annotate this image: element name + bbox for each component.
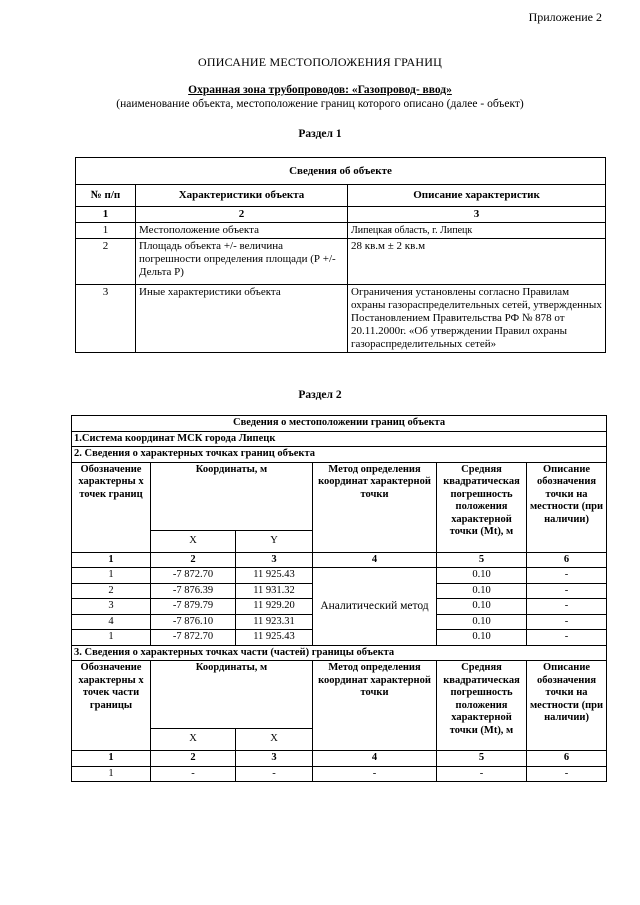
- colnum: 4: [313, 552, 437, 568]
- point-y: 11 923.31: [236, 614, 313, 630]
- point-x: -7 872.70: [151, 630, 236, 646]
- point-mt: 0.10: [437, 599, 527, 615]
- table1-header-char: Характеристики объекта: [136, 185, 348, 207]
- table1-colnum: 3: [348, 207, 606, 223]
- header3-x: X: [151, 729, 236, 751]
- part-point-x: -: [151, 766, 236, 782]
- part-point-desc: -: [527, 766, 607, 782]
- object-label: Охранная зона трубопроводов:: [188, 84, 349, 96]
- point-number: 4: [72, 614, 151, 630]
- point-y: 11 929.20: [236, 599, 313, 615]
- colnum: 6: [527, 552, 607, 568]
- point-desc: -: [527, 568, 607, 584]
- point-x: -7 872.70: [151, 568, 236, 584]
- point-mt: 0.10: [437, 614, 527, 630]
- section2-title: Раздел 2: [298, 389, 342, 401]
- document-title: ОПИСАНИЕ МЕСТОПОЛОЖЕНИЯ ГРАНИЦ: [198, 55, 442, 69]
- point-x: -7 876.10: [151, 614, 236, 630]
- object-info-table: [75, 157, 606, 353]
- colnum: 2: [151, 552, 236, 568]
- table1-row-name: Иные характеристики объекта: [136, 285, 348, 353]
- point-number: 2: [72, 583, 151, 599]
- point-number: 1: [72, 630, 151, 646]
- table1-row-desc: Ограничения установлены согласно Правилам охраны газораспределительных сетей, утвержденных Постановлением Правительства РФ № 878 от 20.11.2000г. «Об утверждении Правил охраны газораспределительных сетей»: [348, 285, 606, 353]
- colnum: 2: [151, 751, 236, 767]
- header-method: Метод определения координат характерной точки: [313, 462, 437, 552]
- part-point-method: -: [313, 766, 437, 782]
- header-error: Средняя квадратическая погрешность положения характерной точки (Mt), м: [437, 462, 527, 552]
- header-y: Y: [236, 530, 313, 552]
- point-x: -7 876.39: [151, 583, 236, 599]
- header-designation: Обозначение характерны х точек границ: [72, 462, 151, 552]
- table1-header-num: № п/п: [76, 185, 136, 207]
- header3-coords: Координаты, м: [151, 661, 313, 729]
- header-coords: Координаты, м: [151, 462, 313, 530]
- table1-row-desc: 28 кв.м ± 2 кв.м: [348, 239, 606, 285]
- colnum: 6: [527, 751, 607, 767]
- table1-row-num: 3: [76, 285, 136, 353]
- table1-colnum: 1: [76, 207, 136, 223]
- table1-row-name: Площадь объекта +/- величина погрешности определения площади (Р +/- Дельта Р): [136, 239, 348, 285]
- header3-designation: Обозначение характерны х точек части границы: [72, 661, 151, 751]
- part-point-y: -: [236, 766, 313, 782]
- point-x: -7 879.79: [151, 599, 236, 615]
- boundary-table: [71, 415, 607, 782]
- colnum: 3: [236, 552, 313, 568]
- coord-system: 1.Система координат МСК города Липецк: [72, 431, 607, 447]
- colnum: 5: [437, 751, 527, 767]
- table-row: [72, 766, 607, 782]
- object-name: [0, 84, 640, 96]
- part-point-mt: -: [437, 766, 527, 782]
- colnum: 4: [313, 751, 437, 767]
- colnum: 3: [236, 751, 313, 767]
- part3-title: 3. Сведения о характерных точках части (частей) границы объекта: [72, 645, 607, 661]
- header-x: X: [151, 530, 236, 552]
- header-description: Описание обозначения точки на местности (при наличии): [527, 462, 607, 552]
- section1-title: Раздел 1: [298, 128, 342, 140]
- colnum: 1: [72, 751, 151, 767]
- table1-row-num: 2: [76, 239, 136, 285]
- point-y: 11 925.43: [236, 568, 313, 584]
- point-number: 3: [72, 599, 151, 615]
- header3-description: Описание обозначения точки на местности (при наличии): [527, 661, 607, 751]
- colnum: 1: [72, 552, 151, 568]
- table1-title: Сведения об объекте: [76, 158, 606, 185]
- table2-title: Сведения о местоположении границ объекта: [72, 416, 607, 432]
- colnum: 5: [437, 552, 527, 568]
- point-y: 11 931.32: [236, 583, 313, 599]
- appendix-label: Приложение 2: [528, 10, 602, 24]
- method-value: Аналитический метод: [313, 568, 437, 646]
- table1-row-name: Местоположение объекта: [136, 223, 348, 239]
- point-desc: -: [527, 614, 607, 630]
- table1-row-num: 1: [76, 223, 136, 239]
- table-row: [72, 568, 607, 584]
- point-desc: -: [527, 630, 607, 646]
- part-point-number: 1: [72, 766, 151, 782]
- point-y: 11 925.43: [236, 630, 313, 646]
- table1-colnum: 2: [136, 207, 348, 223]
- point-desc: -: [527, 583, 607, 599]
- point-desc: -: [527, 599, 607, 615]
- object-note: (наименование объекта, местоположение границ которого описано (далее - объект): [116, 98, 524, 110]
- point-mt: 0.10: [437, 568, 527, 584]
- header3-method: Метод определения координат характерной точки: [313, 661, 437, 751]
- point-number: 1: [72, 568, 151, 584]
- point-mt: 0.10: [437, 630, 527, 646]
- header3-error: Средняя квадратическая погрешность положения характерной точки (Mt), м: [437, 661, 527, 751]
- header3-y: X: [236, 729, 313, 751]
- point-mt: 0.10: [437, 583, 527, 599]
- table1-row-desc: Липецкая область, г. Липецк: [348, 223, 606, 239]
- part2-title: 2. Сведения о характерных точках границ объекта: [72, 447, 607, 463]
- object-value: «Газопровод- ввод»: [348, 84, 452, 96]
- table1-header-desc: Описание характеристик: [348, 185, 606, 207]
